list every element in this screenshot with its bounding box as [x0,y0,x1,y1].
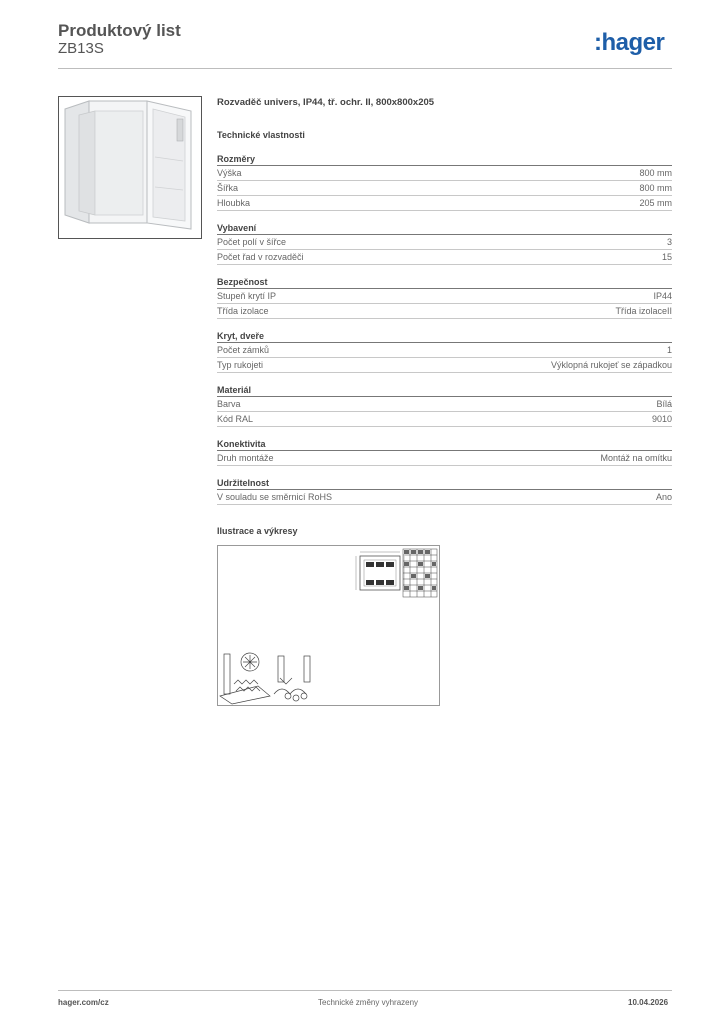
footer-notice: Technické změny vyhrazeny [318,998,419,1007]
spec-value: 1 [666,345,672,355]
spec-row [217,343,672,358]
spec-label: Třída izolace [217,306,269,316]
spec-row [217,412,672,427]
spec-value: Ano [655,492,672,502]
footer-website[interactable]: hager.com/cz [58,998,109,1007]
illustrations-heading: Ilustrace a výkresy [217,526,298,536]
spec-label: Počet zámků [217,345,270,355]
section-title: Konektivita [217,437,672,451]
spec-label: Šířka [217,183,239,193]
footer-date: 10.04.2026 [628,998,669,1007]
spec-label: Kód RAL [217,414,254,424]
spec-value: 800 mm [639,168,672,178]
spec-label: Druh montáže [217,453,274,463]
technical-drawing [218,546,439,705]
spec-label: Barva [217,399,241,409]
spec-table [217,96,672,505]
spec-value: 15 [661,252,672,262]
spec-row [217,196,672,211]
spec-value: Třída izolaceII [615,306,672,316]
illustrations-drawing [217,545,440,706]
spec-label: Počet polí v šířce [217,237,287,247]
spec-row [217,250,672,265]
spec-label: V souladu se směrnicí RoHS [217,492,333,502]
header-divider [58,68,672,69]
section-sustainability [217,476,672,505]
spec-row [217,490,672,505]
spec-value: IP44 [653,291,672,301]
spec-value: Výklopná rukojeť se západkou [551,360,672,370]
section-title: Bezpečnost [217,275,672,289]
section-title: Udržitelnost [217,476,672,490]
spec-value: 205 mm [639,198,672,208]
section-title: Kryt, dveře [217,329,672,343]
spec-label: Hloubka [217,198,251,208]
product-photo [58,96,202,239]
section-title: Rozměry [217,152,672,166]
product-code: ZB13S [58,40,104,57]
section-equipment [217,221,672,265]
hager-logo: :hager [594,29,665,56]
spec-row [217,235,672,250]
section-dimensions [217,152,672,211]
section-material [217,383,672,427]
section-title: Materiál [217,383,672,397]
spec-label: Výška [217,168,242,178]
section-connectivity [217,437,672,466]
spec-row [217,358,672,373]
footer-divider [58,990,672,991]
spec-row [217,166,672,181]
enclosure-image [59,97,201,238]
spec-value: 800 mm [639,183,672,193]
spec-row [217,289,672,304]
spec-value: Bílá [656,399,672,409]
spec-row [217,304,672,319]
tech-heading: Technické vlastnosti [217,130,305,140]
spec-value: 9010 [651,414,672,424]
product-name: Rozvaděč univers, IP44, tř. ochr. II, 800x800x205 [217,97,435,108]
spec-label: Stupeň krytí IP [217,291,277,301]
spec-row [217,181,672,196]
section-cover-door [217,329,672,373]
spec-label: Typ rukojeti [217,360,264,370]
spec-value: 3 [666,237,672,247]
section-title: Vybavení [217,221,672,235]
spec-label: Počet řad v rozvaděči [217,252,304,262]
section-safety [217,275,672,319]
page-title: Produktový list [58,21,181,40]
spec-row [217,397,672,412]
spec-row [217,451,672,466]
spec-value: Montáž na omítku [600,453,672,463]
